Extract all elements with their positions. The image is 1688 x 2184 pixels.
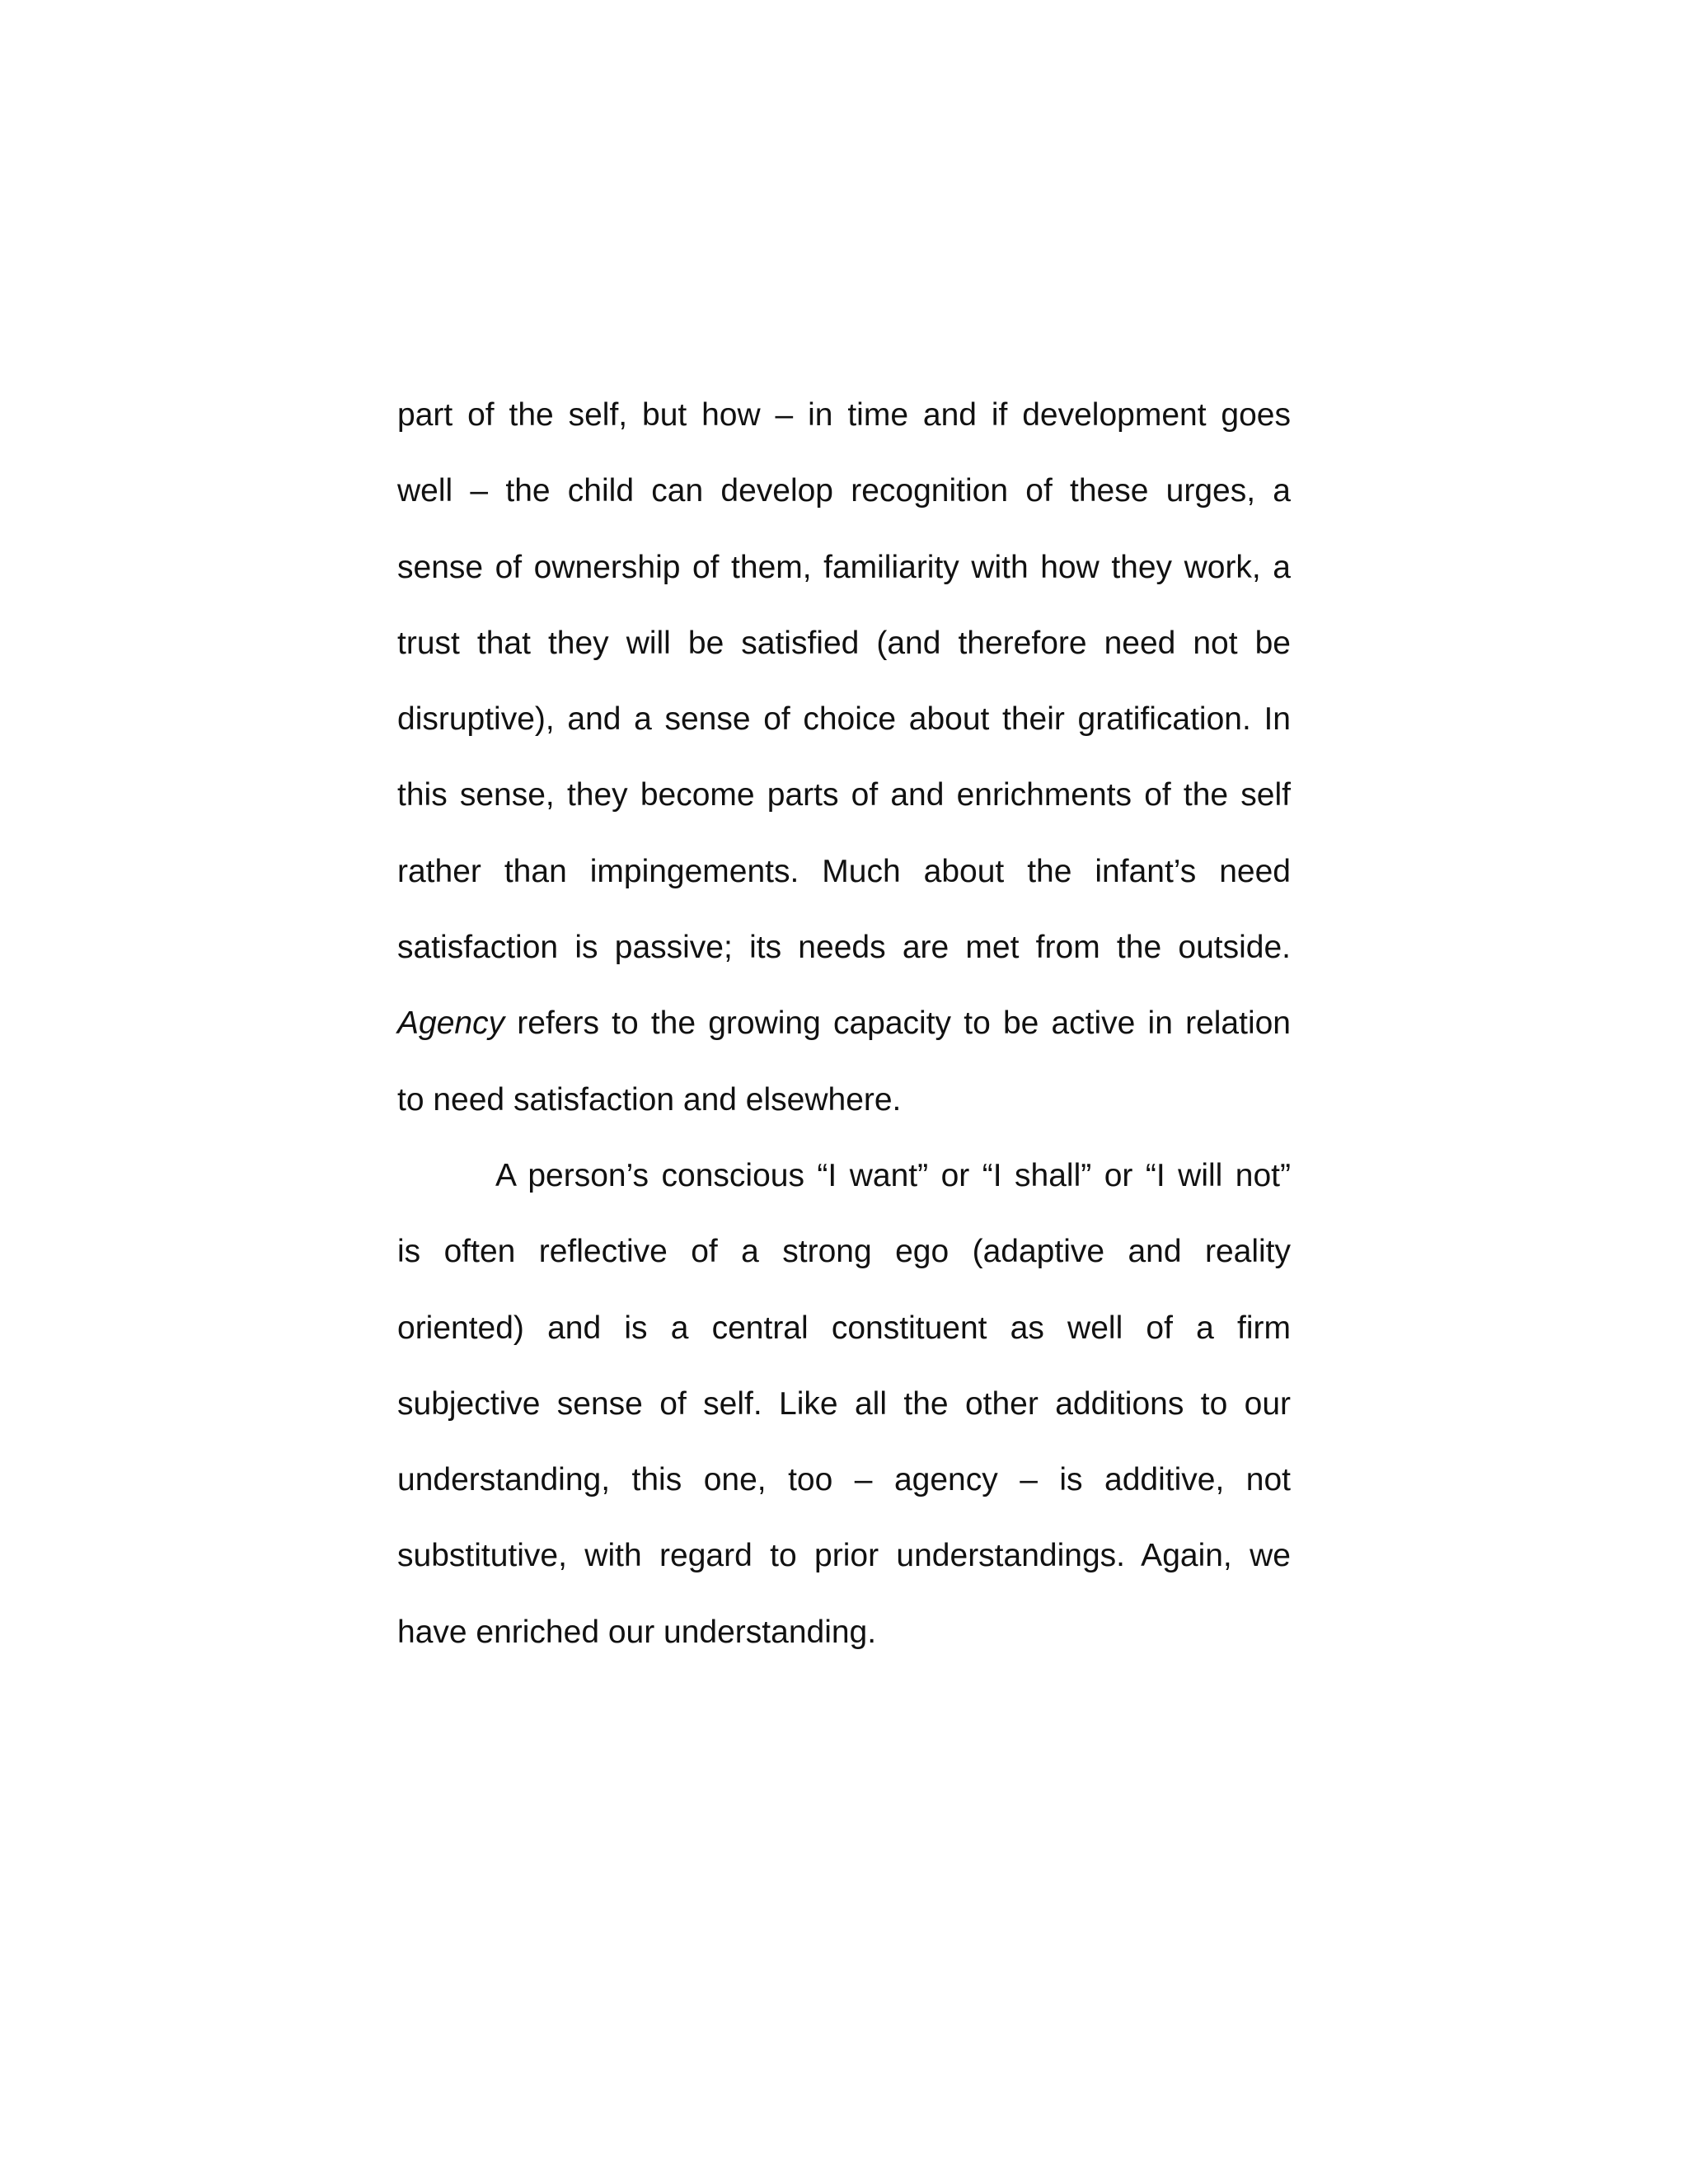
text-line-rest: refers to the growing capacity to be active in relation xyxy=(504,1005,1291,1042)
paragraph-first-line: A person’s conscious “I want” or “I shall” or “I will not” xyxy=(495,1157,1291,1193)
text-line xyxy=(397,1001,1291,1076)
text-line: this sense, they become parts of and enrichments of the self xyxy=(397,777,1291,813)
paragraph-end-line: have enriched our understanding. xyxy=(397,1614,877,1650)
text-line: sense of ownership of them, familiarity with how they work, a xyxy=(397,549,1291,585)
text-line: substitutive, with regard to prior understandings. Again, we xyxy=(397,1538,1291,1574)
text-line: well – the child can develop recognition of these urges, a xyxy=(397,473,1291,509)
text-line: rather than impingements. Much about the infant’s need xyxy=(397,853,1291,889)
text-line: subjective sense of self. Like all the other additions to our xyxy=(397,1385,1291,1422)
emphasis-term: Agency xyxy=(397,1005,505,1042)
text-line: oriented) and is a central constituent as well of a firm xyxy=(397,1310,1291,1346)
body-text xyxy=(397,392,1291,1685)
text-line: disruptive), and a sense of choice about their gratification. In xyxy=(397,701,1291,738)
text-line: trust that they will be satisfied (and therefore need not be xyxy=(397,625,1291,661)
text-line: is often reflective of a strong ego (adaptive and reality xyxy=(397,1234,1291,1270)
paragraph-end-line: to need satisfaction and elsewhere. xyxy=(397,1081,902,1118)
text-line: satisfaction is passive; its needs are met from the outside. xyxy=(397,930,1291,966)
text-line: part of the self, but how – in time and if development goes xyxy=(397,397,1291,433)
text-line: understanding, this one, too – agency – is additive, not xyxy=(397,1462,1291,1498)
